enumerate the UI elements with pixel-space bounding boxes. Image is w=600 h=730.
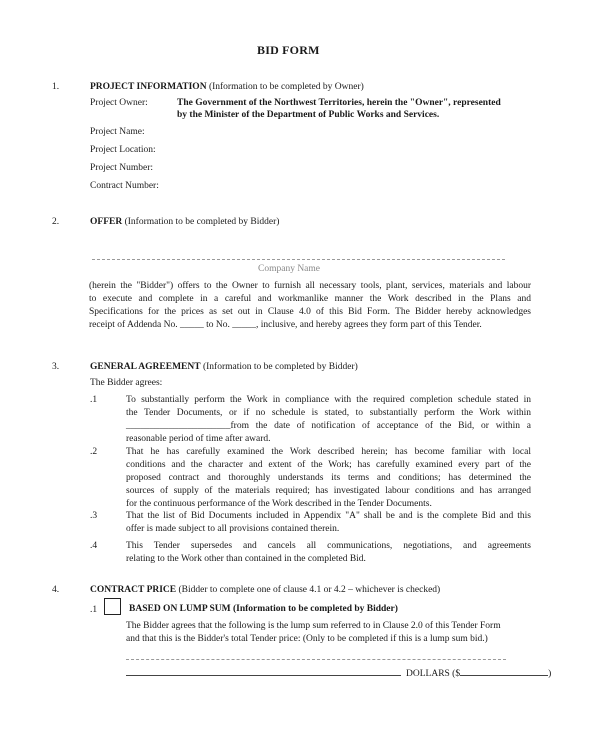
agreement-item-4-line-1: This Tender supersedes and cancels all communications, negotiations, and agreements — [126, 541, 531, 551]
agreement-item-2-line-5: for the continuous performance of the Work described in the Tender Documents. — [126, 499, 432, 509]
project-name-label: Project Name: — [90, 127, 145, 137]
agreement-intro: The Bidder agrees: — [90, 378, 163, 388]
agreement-item-2-line-3: proposed contract and thoroughly understands its terms and conditions; has determined the — [126, 473, 531, 483]
agreement-item-2-text — [126, 446, 531, 511]
agreement-item-2-number: .2 — [90, 447, 98, 457]
company-name-caption: Company Name — [258, 264, 321, 274]
section-4-header — [90, 584, 440, 597]
lump-sum-amount-line[interactable] — [126, 666, 401, 676]
project-location-label: Project Location: — [90, 145, 156, 155]
lump-sum-heading: BASED ON LUMP SUM (Information to be completed by Bidder) — [129, 604, 398, 614]
agreement-item-3-text — [126, 510, 531, 536]
section-2-number: 2. — [52, 217, 60, 227]
agreement-item-1-line-2: the Tender Documents, or if no schedule is stated, to substantially perform the Work within — [126, 408, 531, 418]
price-item-1-number: .1 — [90, 605, 98, 615]
project-owner-value-line-1: The Government of the Northwest Territories, herein the "Owner", represented — [177, 98, 501, 108]
agreement-item-1-text — [126, 394, 531, 446]
project-owner-value-line-2: by the Minister of the Department of Public Works and Services. — [177, 110, 440, 120]
lump-sum-line-2: and that this is the Bidder's total Tender price: (Only to be completed if this is a lump sum bid.) — [126, 634, 488, 644]
agreement-item-1-number: .1 — [90, 395, 98, 405]
offer-line-3: Specifications for the prices as set out in Clause 4.0 of this Bid Form. The Bidder hereby acknowledges — [89, 307, 531, 317]
dollars-label: DOLLARS ($ — [406, 669, 461, 679]
section-3-note: (Information to be completed by Bidder) — [200, 362, 358, 372]
agreement-item-1-line-1: To substantially perform the Work in compliance with the required completion schedule stated in — [126, 395, 531, 405]
lump-sum-text — [126, 620, 536, 646]
section-3-header — [90, 361, 358, 374]
dollars-amount-line[interactable] — [460, 666, 548, 676]
dollars-close-paren: ) — [548, 669, 552, 679]
section-3-heading: GENERAL AGREEMENT — [90, 362, 201, 372]
agreement-item-3-line-1: That the list of Bid Documents included in Appendix "A" shall be and is the complete Bid and this — [126, 511, 531, 521]
lump-sum-dollars-row — [126, 666, 551, 681]
offer-line-4: receipt of Addenda No. _____ to No. _____, inclusive, and hereby agrees they form part of this Tender. — [89, 320, 482, 330]
section-2-heading: OFFER — [90, 217, 123, 227]
section-1-number: 1. — [52, 82, 60, 92]
agreement-item-3-line-2: offer is made subject to all provisions contained therein. — [126, 524, 340, 534]
section-3-number: 3. — [52, 362, 60, 372]
lump-sum-words-line[interactable] — [126, 659, 506, 660]
agreement-item-4-line-2: relating to the Work other than contained in the completed Bid. — [126, 554, 366, 564]
section-4-note: (Bidder to complete one of clause 4.1 or 4.2 – whichever is checked) — [176, 585, 441, 595]
company-name-line[interactable] — [92, 259, 505, 260]
offer-line-2: to execute and complete in a careful and workmanlike manner the Work described in the Plans and — [89, 294, 531, 304]
offer-paragraph — [89, 280, 531, 332]
agreement-item-2-line-1: That he has carefully examined the Work described herein; has become familiar with local — [126, 447, 531, 457]
agreement-item-1-line-4: reasonable period of time after award. — [126, 434, 271, 444]
lump-sum-line-1: The Bidder agrees that the following is the lump sum referred to in Clause 2.0 of this Tender Form — [126, 621, 501, 631]
offer-line-1: (herein the "Bidder") offers to the Owner to furnish all necessary tools, plant, services, materials and labour — [89, 281, 531, 291]
lump-sum-checkbox[interactable] — [104, 598, 121, 615]
section-4-heading: CONTRACT PRICE — [90, 585, 177, 595]
section-2-note: (Information to be completed by Bidder) — [122, 217, 280, 227]
agreement-item-3-number: .3 — [90, 511, 98, 521]
contract-number-label: Contract Number: — [90, 181, 159, 191]
section-1-heading: PROJECT INFORMATION — [90, 82, 207, 92]
project-number-label: Project Number: — [90, 163, 154, 173]
project-owner-label: Project Owner: — [90, 98, 148, 108]
agreement-item-4-text — [126, 540, 531, 566]
agreement-item-2-line-2: conditions and the character and extent of the Work; has carefully examined every part of the — [126, 460, 531, 470]
section-2-header — [90, 216, 279, 229]
agreement-item-1-line-3: ______________________from the date of notification of acceptance of the Bid, or within a — [126, 421, 531, 431]
agreement-item-2-line-4: sources of supply of the materials required; has investigated labour conditions and has arranged — [126, 486, 531, 496]
section-1-header — [90, 81, 364, 94]
section-1-note: (Information to be completed by Owner) — [206, 82, 364, 92]
document-title: BID FORM — [257, 43, 320, 57]
agreement-item-4-number: .4 — [90, 541, 98, 551]
section-4-number: 4. — [52, 585, 60, 595]
